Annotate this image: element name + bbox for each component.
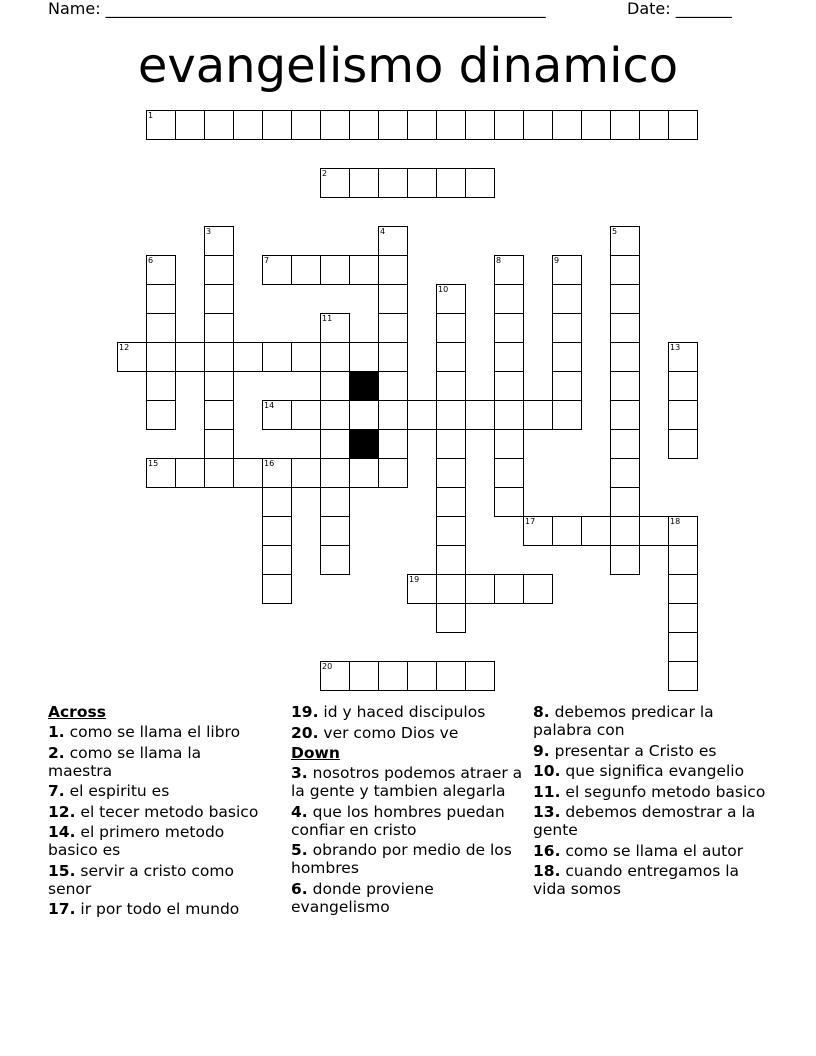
- grid-cell[interactable]: [378, 168, 408, 198]
- grid-cell[interactable]: [668, 661, 698, 691]
- grid-cell[interactable]: [465, 400, 495, 430]
- grid-cell[interactable]: [407, 110, 437, 140]
- grid-cell[interactable]: [436, 487, 466, 517]
- grid-cell[interactable]: [494, 284, 524, 314]
- clue-column-1: [48, 703, 268, 921]
- grid-cell[interactable]: [233, 458, 263, 488]
- clue-number-label: 2.: [48, 743, 65, 762]
- grid-cell[interactable]: [378, 661, 408, 691]
- grid-cell[interactable]: [320, 661, 350, 691]
- grid-cell[interactable]: [610, 371, 640, 401]
- clue-number-label: 15.: [48, 861, 76, 880]
- clue-number: 12: [119, 343, 130, 352]
- grid-cell[interactable]: [233, 110, 263, 140]
- down-clue: [291, 841, 526, 877]
- down-clue: [533, 862, 773, 898]
- grid-cell[interactable]: [552, 371, 582, 401]
- clue-number-label: 6.: [291, 879, 308, 898]
- clue-number: 2: [322, 169, 328, 178]
- grid-cell[interactable]: [668, 371, 698, 401]
- across-heading: Across: [48, 703, 106, 721]
- clue-number: 16: [264, 459, 275, 468]
- grid-cell[interactable]: [204, 429, 234, 459]
- grid-cell[interactable]: [523, 516, 553, 546]
- clue-number: 11: [322, 314, 333, 323]
- grid-cell[interactable]: [378, 342, 408, 372]
- grid-cell[interactable]: [320, 255, 350, 285]
- grid-cell[interactable]: [320, 516, 350, 546]
- clue-text: presentar a Cristo es: [554, 741, 717, 760]
- grid-cell[interactable]: [378, 458, 408, 488]
- down-clue: [533, 742, 773, 760]
- clue-number-label: 9.: [533, 741, 550, 760]
- down-clue: [291, 880, 526, 916]
- clue-number-label: 19.: [291, 703, 319, 721]
- grid-cell[interactable]: [494, 255, 524, 285]
- grid-cell[interactable]: [436, 429, 466, 459]
- grid-cell[interactable]: [320, 545, 350, 575]
- grid-cell[interactable]: [204, 226, 234, 256]
- grid-cell[interactable]: [610, 429, 640, 459]
- across-clue: [48, 744, 268, 780]
- down-heading: Down: [291, 744, 340, 762]
- grid-cell[interactable]: [291, 400, 321, 430]
- grid-cell[interactable]: [436, 458, 466, 488]
- down-clue: [533, 803, 773, 839]
- grid-cell[interactable]: [610, 545, 640, 575]
- clue-number-label: 12.: [48, 802, 76, 821]
- down-clue: [533, 783, 773, 801]
- clue-number: 17: [525, 517, 536, 526]
- grid-cell[interactable]: [436, 661, 466, 691]
- grid-cell[interactable]: [668, 545, 698, 575]
- clue-number: 8: [496, 256, 502, 265]
- clue-text: cuando entregamos la vida somos: [533, 862, 740, 898]
- grid-cell[interactable]: [407, 661, 437, 691]
- grid-cell[interactable]: [436, 284, 466, 314]
- grid-cell[interactable]: [349, 400, 379, 430]
- puzzle-title: evangelismo dinamico: [137, 38, 679, 94]
- grid-cell[interactable]: [668, 400, 698, 430]
- down-clue: [533, 703, 773, 739]
- clue-number: 18: [670, 517, 681, 526]
- grid-cell[interactable]: [552, 284, 582, 314]
- grid-cell[interactable]: [523, 574, 553, 604]
- grid-cell[interactable]: [610, 313, 640, 343]
- clue-number-label: 13.: [533, 803, 561, 821]
- across-clue: [48, 862, 268, 898]
- across-clue: [48, 723, 268, 741]
- grid-cell[interactable]: [668, 603, 698, 633]
- clue-number-label: 3.: [291, 764, 308, 782]
- name-field-label: Name: _______________________________________________________: [48, 0, 546, 18]
- clue-column-3: [533, 703, 773, 901]
- grid-cell[interactable]: [639, 110, 669, 140]
- clue-text: el tecer metodo basico: [80, 802, 259, 821]
- grid-cell[interactable]: [320, 458, 350, 488]
- grid-cell[interactable]: [523, 110, 553, 140]
- grid-cell[interactable]: [436, 342, 466, 372]
- grid-cell[interactable]: [378, 255, 408, 285]
- clue-text: debemos demostrar a la gente: [533, 803, 756, 839]
- grid-cell[interactable]: [262, 110, 292, 140]
- grid-cell[interactable]: [436, 545, 466, 575]
- grid-cell[interactable]: [291, 342, 321, 372]
- grid-cell[interactable]: [610, 487, 640, 517]
- grid-cell[interactable]: [349, 255, 379, 285]
- grid-cell[interactable]: [320, 487, 350, 517]
- clue-number-label: 18.: [533, 862, 561, 880]
- clue-text: donde proviene evangelismo: [291, 879, 434, 916]
- grid-cell[interactable]: [668, 429, 698, 459]
- grid-cell[interactable]: [204, 255, 234, 285]
- grid-cell[interactable]: [262, 255, 292, 285]
- clue-text: debemos predicar la palabra con: [533, 703, 714, 739]
- grid-cell[interactable]: [494, 487, 524, 517]
- grid-cell[interactable]: [494, 110, 524, 140]
- clue-number-label: 1.: [48, 723, 65, 741]
- grid-cell[interactable]: [494, 313, 524, 343]
- grid-cell[interactable]: [146, 110, 176, 140]
- clue-number: 3: [206, 227, 212, 236]
- clue-number: 19: [409, 575, 420, 584]
- clue-text: el espiritu es: [69, 782, 170, 800]
- down-clue: [533, 842, 773, 860]
- date-field-label: Date: _______: [627, 0, 732, 18]
- grid-cell[interactable]: [581, 110, 611, 140]
- clue-number: 14: [264, 401, 275, 410]
- across-clue: [48, 900, 268, 918]
- clue-text: que los hombres puedan confiar en cristo: [291, 802, 505, 839]
- grid-cell[interactable]: [552, 110, 582, 140]
- grid-cell[interactable]: [465, 168, 495, 198]
- grid-cell[interactable]: [349, 168, 379, 198]
- clue-text: el segunfo metodo basico: [565, 782, 766, 801]
- grid-cell[interactable]: [610, 342, 640, 372]
- clue-number: 4: [380, 227, 386, 236]
- clue-text: ir por todo el mundo: [80, 900, 240, 918]
- grid-cell[interactable]: [320, 371, 350, 401]
- clue-number: 15: [148, 459, 159, 468]
- clue-text: que significa evangelio: [565, 762, 745, 780]
- grid-cell[interactable]: [668, 516, 698, 546]
- clue-column-2: [291, 703, 526, 918]
- grid-cell[interactable]: [146, 255, 176, 285]
- clue-number-label: 7.: [48, 782, 65, 800]
- grid-cell[interactable]: [349, 342, 379, 372]
- grid-cell[interactable]: [668, 110, 698, 140]
- grid-cell[interactable]: [204, 313, 234, 343]
- grid-cell[interactable]: [262, 516, 292, 546]
- grid-cell[interactable]: [262, 400, 292, 430]
- grid-cell[interactable]: [436, 168, 466, 198]
- grid-cell[interactable]: [146, 313, 176, 343]
- grid-cell[interactable]: [552, 313, 582, 343]
- grid-cell[interactable]: [552, 255, 582, 285]
- grid-cell[interactable]: [494, 342, 524, 372]
- grid-cell[interactable]: [349, 458, 379, 488]
- grid-cell[interactable]: [262, 487, 292, 517]
- grid-cell[interactable]: [378, 226, 408, 256]
- grid-cell[interactable]: [494, 458, 524, 488]
- grid-cell[interactable]: [262, 574, 292, 604]
- clue-text: servir a cristo como senor: [48, 861, 234, 898]
- grid-cell[interactable]: [436, 371, 466, 401]
- clue-number-label: 11.: [533, 782, 561, 801]
- grid-cell[interactable]: [175, 342, 205, 372]
- grid-cell[interactable]: [262, 458, 292, 488]
- down-clue: [533, 762, 773, 780]
- grid-block: [349, 429, 379, 459]
- clue-text: id y haced discipulos: [323, 703, 486, 721]
- grid-cell[interactable]: [146, 400, 176, 430]
- grid-cell[interactable]: [262, 545, 292, 575]
- grid-block: [349, 371, 379, 401]
- clue-number-label: 16.: [533, 841, 561, 860]
- clue-number-label: 4.: [291, 802, 308, 821]
- clue-number: 13: [670, 343, 681, 352]
- across-clue: [48, 782, 268, 800]
- clue-number: 20: [322, 662, 333, 671]
- grid-cell[interactable]: [378, 313, 408, 343]
- across-clue: [291, 703, 526, 721]
- down-clue: [291, 803, 526, 839]
- grid-cell[interactable]: [204, 458, 234, 488]
- grid-cell[interactable]: [610, 226, 640, 256]
- grid-cell[interactable]: [378, 429, 408, 459]
- grid-cell[interactable]: [436, 110, 466, 140]
- grid-cell[interactable]: [204, 342, 234, 372]
- grid-cell[interactable]: [204, 110, 234, 140]
- grid-cell[interactable]: [610, 458, 640, 488]
- grid-cell[interactable]: [378, 400, 408, 430]
- grid-cell[interactable]: [320, 400, 350, 430]
- grid-cell[interactable]: [436, 574, 466, 604]
- grid-cell[interactable]: [668, 342, 698, 372]
- grid-cell[interactable]: [610, 284, 640, 314]
- grid-cell[interactable]: [117, 342, 147, 372]
- grid-cell[interactable]: [465, 110, 495, 140]
- clue-number: 10: [438, 285, 449, 294]
- grid-cell[interactable]: [175, 110, 205, 140]
- grid-cell[interactable]: [407, 400, 437, 430]
- clue-text: el primero metodo basico es: [48, 823, 225, 859]
- clue-number-label: 5.: [291, 841, 308, 859]
- grid-cell[interactable]: [465, 574, 495, 604]
- grid-cell[interactable]: [494, 400, 524, 430]
- grid-cell[interactable]: [494, 371, 524, 401]
- clue-text: obrando por medio de los hombres: [291, 841, 512, 877]
- grid-cell[interactable]: [204, 284, 234, 314]
- grid-cell[interactable]: [320, 342, 350, 372]
- across-clue: [48, 803, 268, 821]
- grid-cell[interactable]: [668, 574, 698, 604]
- grid-cell[interactable]: [523, 400, 553, 430]
- grid-cell[interactable]: [581, 516, 611, 546]
- grid-cell[interactable]: [378, 110, 408, 140]
- clue-number-label: 17.: [48, 900, 76, 918]
- clue-text: nosotros podemos atraer a la gente y tambien alegarla: [291, 764, 523, 800]
- grid-cell[interactable]: [146, 458, 176, 488]
- grid-cell[interactable]: [436, 516, 466, 546]
- grid-cell[interactable]: [610, 110, 640, 140]
- clue-number: 1: [148, 111, 154, 120]
- grid-cell[interactable]: [639, 516, 669, 546]
- grid-cell[interactable]: [436, 400, 466, 430]
- grid-cell[interactable]: [407, 574, 437, 604]
- grid-cell[interactable]: [291, 110, 321, 140]
- grid-cell[interactable]: [349, 661, 379, 691]
- grid-cell[interactable]: [291, 458, 321, 488]
- grid-cell[interactable]: [610, 255, 640, 285]
- grid-cell[interactable]: [494, 574, 524, 604]
- grid-cell[interactable]: [146, 284, 176, 314]
- clue-number-label: 20.: [291, 723, 319, 742]
- grid-cell[interactable]: [349, 110, 379, 140]
- clue-number-label: 10.: [533, 762, 561, 780]
- clue-text: como se llama la maestra: [48, 743, 202, 780]
- clue-text: ver como Dios ve: [323, 723, 459, 742]
- grid-cell[interactable]: [146, 371, 176, 401]
- grid-cell[interactable]: [320, 313, 350, 343]
- clue-text: como se llama el libro: [69, 723, 241, 741]
- grid-cell[interactable]: [436, 603, 466, 633]
- grid-cell[interactable]: [378, 284, 408, 314]
- grid-cell[interactable]: [465, 661, 495, 691]
- grid-cell[interactable]: [494, 429, 524, 459]
- across-clue: [291, 724, 526, 742]
- grid-cell[interactable]: [407, 168, 437, 198]
- clue-number: 5: [612, 227, 618, 236]
- grid-cell[interactable]: [610, 400, 640, 430]
- across-clue: [48, 823, 268, 859]
- clue-number-label: 8.: [533, 703, 550, 721]
- grid-cell[interactable]: [146, 342, 176, 372]
- grid-cell[interactable]: [320, 429, 350, 459]
- grid-cell[interactable]: [291, 255, 321, 285]
- grid-cell[interactable]: [552, 342, 582, 372]
- grid-cell[interactable]: [552, 516, 582, 546]
- clue-number: 7: [264, 256, 270, 265]
- grid-cell[interactable]: [262, 342, 292, 372]
- grid-cell[interactable]: [204, 371, 234, 401]
- clue-number-label: 14.: [48, 823, 76, 841]
- grid-cell[interactable]: [378, 371, 408, 401]
- down-clue: [291, 764, 526, 800]
- grid-cell[interactable]: [175, 458, 205, 488]
- clue-number: 9: [554, 256, 560, 265]
- grid-cell[interactable]: [668, 632, 698, 662]
- grid-cell[interactable]: [436, 313, 466, 343]
- clue-number: 6: [148, 256, 154, 265]
- grid-cell[interactable]: [320, 110, 350, 140]
- grid-cell[interactable]: [204, 400, 234, 430]
- grid-cell[interactable]: [320, 168, 350, 198]
- clue-text: como se llama el autor: [565, 841, 744, 860]
- grid-cell[interactable]: [233, 342, 263, 372]
- grid-cell[interactable]: [552, 400, 582, 430]
- grid-cell[interactable]: [610, 516, 640, 546]
